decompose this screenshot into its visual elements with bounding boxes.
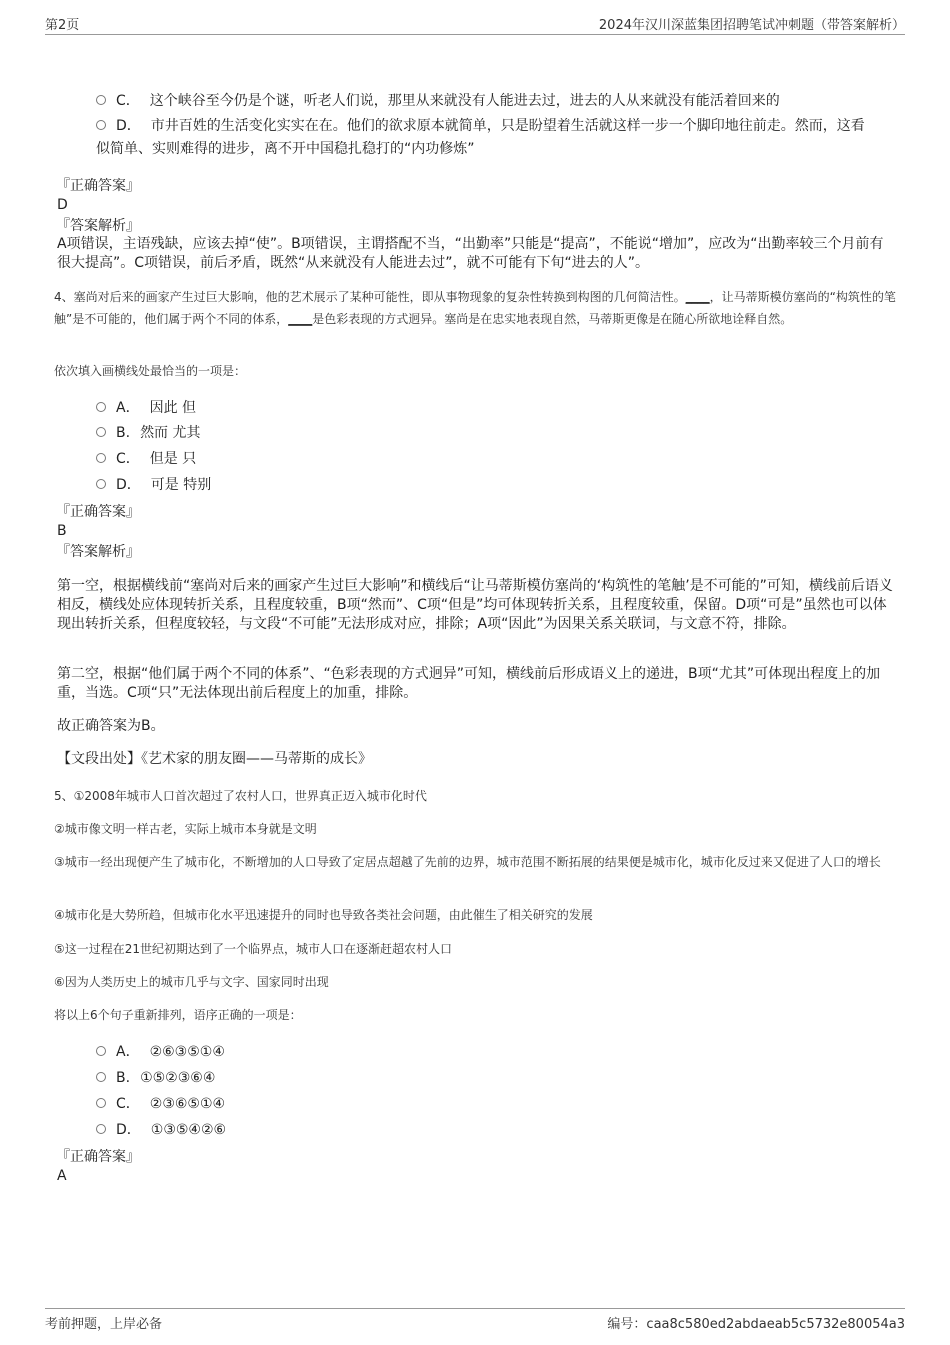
q3-analysis-label: 『答案解析』 [56,218,140,234]
radio-icon[interactable] [96,1124,106,1134]
q3-option-d[interactable]: D． 市井百姓的生活变化实实在在。他们的欲求原本就简单，只是盼望着生活就这样一步一个脚印地往前走。然而，这看似简单、实则难得的进步，离不开中国稳扎稳打的“内功修炼” [96,118,865,157]
q4-option-d[interactable]: D． 可是 特别 [96,473,211,497]
document-title: 2024年汉川深蓝集团招聘笔试冲刺题（带答案解析） [598,18,905,33]
q5-option-d[interactable]: D． ①③⑤④②⑥ [96,1118,226,1142]
q4-option-b[interactable]: B. 然而 尤其 [96,421,201,445]
q4-analysis-paragraph-1: 第一空，根据横线前“塞尚对后来的画家产生过巨大影响”和横线后“让马蒂斯模仿塞尚的‘构筑性的笔触’是不可能的”可知，横线前后语义相反，横线处应体现转折关系，且程度较重，B项“然而”、C项“但是”均可体现转折关系，且程度较重，保留。D项“可是”虽然也可以体现出转折关系，但程度较轻，与文段“不可能”无法形成对应，排除；A项“因此”为因果关系关联词，与文意不符，排除。 [57,578,893,632]
q5-option-b[interactable]: B. ①⑤②③⑥④ [96,1066,215,1090]
q3-answer-label: 『正确答案』 [56,178,140,194]
radio-icon[interactable] [96,1098,106,1108]
blank-1: ____ [685,290,710,304]
q4-source: 【文段出处】《艺术家的朋友圈——马蒂斯的成长》 [57,751,372,767]
q5-answer-label: 『正确答案』 [56,1149,140,1165]
q4-analysis-label: 『答案解析』 [56,544,140,560]
q4-option-a[interactable]: A． 因此 但 [96,396,196,420]
q3-answer: D [57,197,68,213]
q4-option-c[interactable]: C． 但是 只 [96,447,196,471]
q5-sentence-5: ⑤这一过程在21世纪初期达到了一个临界点，城市人口在逐渐赶超农村人口 [54,942,453,956]
radio-icon[interactable] [96,95,106,105]
q3-option-c[interactable]: C． 这个峡谷至今仍是个谜，听老人们说，那里从来就没有人能进去过，进去的人从来就没有能活着回来的 [96,89,780,113]
footer-slogan: 考前押题，上岸必备 [45,1317,163,1332]
document-code: 编号：caa8c580ed2abdaeab5c5732e80054a3 [607,1317,905,1332]
radio-icon[interactable] [96,479,106,489]
q5-sentence-1: 5、①2008年城市人口首次超过了农村人口，世界真正迈入城市化时代 [54,789,427,803]
q4-analysis-paragraph-3: 故正确答案为B。 [57,718,165,734]
q4-stem: 4、塞尚对后来的画家产生过巨大影响，他的艺术展示了某种可能性，即从事物现象的复杂性转换到构图的几何简洁性。____，让马蒂斯模仿塞尚的“构筑性的笔触”是不可能的，他们属于两个不同的体系，____是色彩表现的方式迥异。塞尚是在忠实地表现自然，马蒂斯更像是在随心所欲地诠释自然。 [54,290,896,326]
q4-prompt: 依次填入画横线处最恰当的一项是： [54,364,247,378]
radio-icon[interactable] [96,120,106,130]
q5-option-c[interactable]: C． ②③⑥⑤①④ [96,1092,225,1116]
q5-sentence-6: ⑥因为人类历史上的城市几乎与文字、国家同时出现 [54,975,329,989]
q3-analysis: A项错误，主语残缺，应该去掉“使”。B项错误，主谓搭配不当，“出勤率”只能是“提高”，不能说“增加”，应改为“出勤率较三个月前有很大提高”。C项错误，前后矛盾，既然“从来就没有人能进去过”，就不可能有下旬“进去的人”。 [57,236,884,271]
q5-answer: A [57,1168,67,1184]
blank-2: ____ [288,312,313,326]
q4-analysis-paragraph-2: 第二空，根据“他们属于两个不同的体系”、“色彩表现的方式迥异”可知，横线前后形成语义上的递进，B项“尤其”可体现出程度上的加重，当选。C项“只”无法体现出前后程度上的加重，排除。 [57,666,881,701]
radio-icon[interactable] [96,1046,106,1056]
radio-icon[interactable] [96,427,106,437]
q5-prompt: 将以上6个句子重新排列，语序正确的一项是： [54,1008,302,1022]
q4-answer: B [57,523,67,539]
radio-icon[interactable] [96,402,106,412]
q5-sentence-2: ②城市像文明一样古老，实际上城市本身就是文明 [54,822,317,836]
q5-sentence-3: ③城市一经出现便产生了城市化，不断增加的人口导致了定居点超越了先前的边界，城市范围不断拓展的结果便是城市化，城市化反过来又促进了人口的增长 [54,855,881,869]
radio-icon[interactable] [96,453,106,463]
page-header [45,14,905,35]
page-number: 第2页 [45,18,80,33]
page-footer [45,1308,905,1335]
q5-sentence-4: ④城市化是大势所趋，但城市化水平迅速提升的同时也导致各类社会问题，由此催生了相关研究的发展 [54,908,593,922]
q5-option-a[interactable]: A． ②⑥③⑤①④ [96,1040,225,1064]
radio-icon[interactable] [96,1072,106,1082]
q4-answer-label: 『正确答案』 [56,504,140,520]
